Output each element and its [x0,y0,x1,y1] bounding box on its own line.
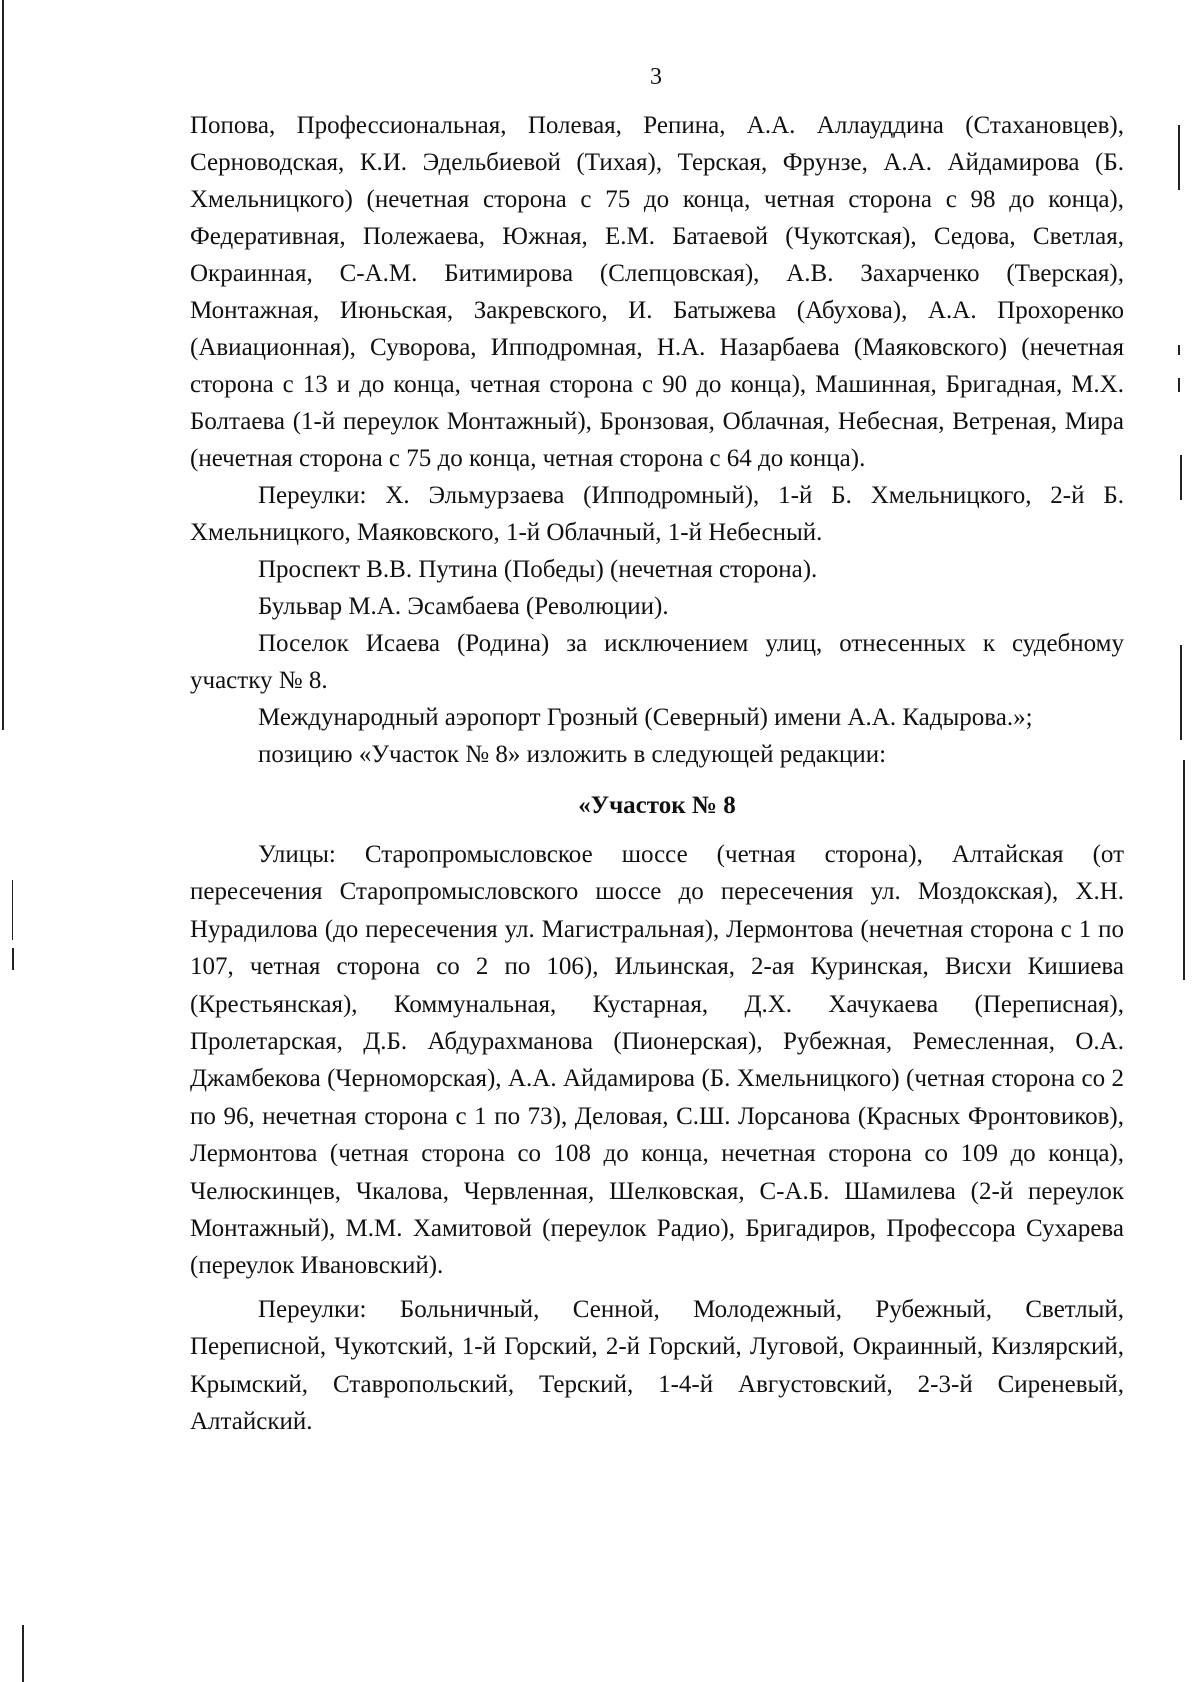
page-number: 3 [650,64,662,90]
paragraph-lanes: Переулки: Х. Эльмурзаева (Ипподромный), 1-й Б. Хмельницкого, 2-й Б. Хмельницкого, Маяковского, 1-й Облачный, 1-й Небесный. [190,482,1124,546]
paragraph-settlement: Поселок Исаева (Родина) за исключением улиц, отнесенных к судебному участку № 8. [190,630,1124,694]
scan-edge-line [12,948,14,970]
paragraph-prospect: Проспект В.В. Путина (Победы) (нечетная сторона). [258,556,818,583]
paragraph-airport: Международный аэропорт Грозный (Северный) имени А.А. Кадырова.»; [258,704,1033,731]
scan-edge-line [12,880,13,940]
scan-edge-line [1180,645,1182,740]
paragraph-boulevard: Бульвар М.А. Эсамбаева (Революции). [258,593,669,620]
scan-edge-line [22,1625,24,1682]
paragraph-district-lanes: Переулки: Больничный, Сенной, Молодежный, Рубежный, Светлый, Переписной, Чукотский, 1-й Горский, 2-й Горский, Луговой, Окраинный, Кизлярский, Крымский, Ставропольский, Терский, 1-4-й Августовский, 2-3-й Сиреневый, Алтайский. [190,1295,1124,1436]
scan-edge-line [1178,378,1180,392]
paragraph-streets-continued: Попова, Профессиональная, Полевая, Репина, А.А. Аллауддина (Стахановцев), Серноводская, К.И. Эдельбиевой (Тихая), Терская, Фрунзе, А.А. Айдамирова (Б. Хмельницкого) (нечетная сторона с 75 до конца, четная сторона с 98 до конца), Федеративная, Полежаева, Южная, Е.М. Батаевой (Чукотская), Седова, Светлая, Окраинная, С-А.М. Битимирова (Слепцовская), А.В. Захарченко (Тверская), Монтажная, Июньская, Закревского, И. Батыжева (Абухова), А.А. Прохоренко (Авиационная), Суворова, Ипподромная, Н.А. Назарбаева (Маяковского) (нечетная сторона с 13 и до конца, четная сторона с 90 до конца), Машинная, Бригадная, М.Х. Болтаева (1-й переулок Монтажный), Бронзовая, Облачная, Небесная, Ветреная, Мира (нечетная сторона с 75 до конца, четная сторона с 64 до конца). [190,112,1124,472]
document-body [190,107,1124,1441]
paragraph-amendment-instruction: позицию «Участок № 8» изложить в следующей редакции: [258,741,887,768]
scan-edge-line [1178,345,1180,355]
section-heading: «Участок № 8 [578,792,736,819]
section-district-8 [190,836,1124,1441]
scan-edge-line [2,0,4,730]
paragraph-district-streets: Улицы: Старопромысловское шоссе (четная сторона), Алтайская (от пересечения Старопромысловского шоссе до пересечения ул. Моздокская), Х.Н. Нурадилова (до пересечения ул. Магистральная), Лермонтова (нечетная сторона с 1 по 107, четная сторона со 2 по 106), Ильинская, 2-ая Куринская, Висхи Кишиева (Крестьянская), Коммунальная, Кустарная, Д.Х. Хачукаева (Переписная), Пролетарская, Д.Б. Абдурахманова (Пионерская), Рубежная, Ремесленная, О.А. Джамбекова (Черноморская), А.А. Айдамирова (Б. Хмельницкого) (четная сторона со 2 по 96, нечетная сторона с 1 по 73), Деловая, С.Ш. Лорсанова (Красных Фронтовиков), Лермонтова (четная сторона со 108 до конца, нечетная сторона со 109 до конца), Челюскинцев, Чкалова, Червленная, Шелковская, С-А.Б. Шамилева (2-й переулок Монтажный), М.М. Хамитовой (переулок Радио), Бригадиров, Профессора Сухарева (переулок Ивановский). [190,841,1124,1280]
scan-edge-line [1178,125,1180,190]
scan-edge-line [1183,760,1185,980]
scan-edge-line [1180,455,1182,500]
